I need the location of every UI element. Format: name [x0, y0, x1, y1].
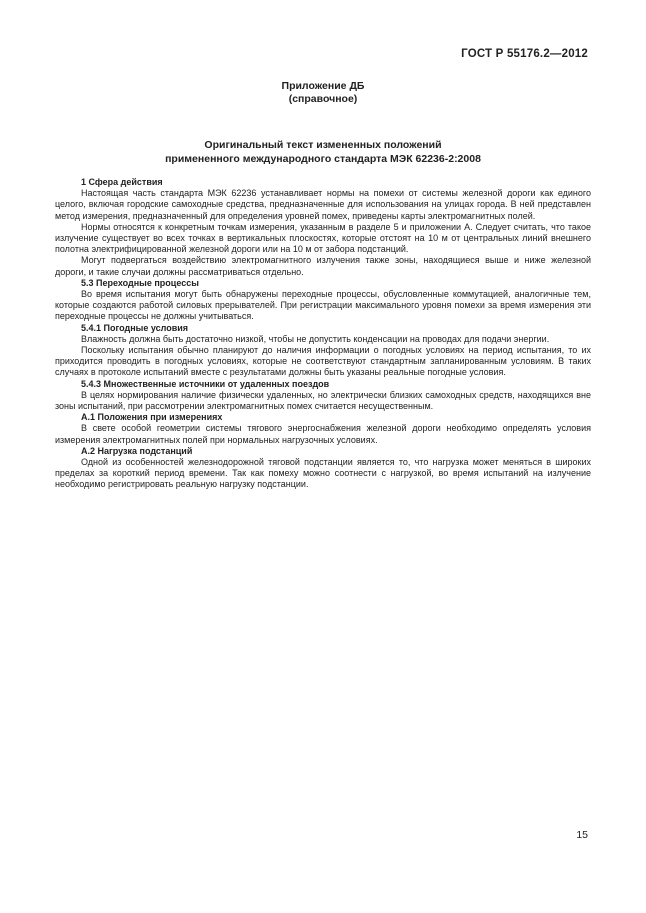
- section-heading-weather: 5.4.1 Погодные условия: [81, 322, 189, 333]
- paragraph: Могут подвергаться воздействию электромагнитного излучения также зоны, находящиеся выше и ниже железной дороги, и такие случаи должны рассматриваться отдельно.: [55, 255, 591, 277]
- paragraph: Во время испытания могут быть обнаружены переходные процессы, обусловленные коммутацией, аналогичные тем, которые создаются работой силовых прерывателей. При регистрации максимального уровня помехи за время измерения эти переходные процессы не должны учитываться.: [55, 289, 591, 322]
- paragraph: Нормы относятся к конкретным точкам измерения, указанным в разделе 5 и приложении А. Следует считать, что такое излучение существует во всех точках в вертикальных плоскостях, которые отстоят на 10 м от центральных линий внешнего полотна электрифицированной железной дороги или на 10 м от забора подстанций.: [55, 221, 591, 255]
- section-heading-multiple-sources: 5.4.3 Множественные источники от удаленных поездов: [81, 378, 330, 389]
- document-title-line-1: Оригинальный текст измененных положений: [204, 139, 442, 151]
- paragraph: Настоящая часть стандарта МЭК 62236 устанавливает нормы на помехи от системы железной дороги как единого целого, включая городские самоходные средства, предназначенные для использования на улицах города. В ней представлен метод измерения, предназначенный для определения уровней помех, приведены карты электромагнитных полей.: [55, 188, 591, 221]
- appendix-title: Приложение ДБ: [281, 80, 365, 92]
- document-body: [55, 177, 591, 491]
- standard-number: ГОСТ Р 55176.2—2012: [461, 48, 588, 60]
- document-title-line-2: примененного международного стандарта МЭК 62236-2:2008: [165, 152, 481, 165]
- appendix-block: [0, 80, 646, 106]
- paragraph: Влажность должна быть достаточно низкой, чтобы не допустить конденсации на проводах для подачи энергии.: [81, 333, 550, 344]
- paragraph: Поскольку испытания обычно планируют до наличия информации о погодных условиях на период испытания, то их приходится проводить в погодных условиях, которые не соответствуют стандартным запланированным условиям. В таких случаях в протоколе испытаний вместе с результатами должны быть указаны реальные погодные условия.: [55, 345, 591, 378]
- section-heading-transients: 5.3 Переходные процессы: [81, 277, 199, 288]
- page-number: 15: [576, 829, 588, 841]
- paragraph: Одной из особенностей железнодорожной тяговой подстанции является то, что нагрузка может меняться в широких пределах за короткий период времени. Так как помеху можно соотнести с нагрузкой, во время испытаний на излучение необходимо регистрировать реальную нагрузку подстанции.: [55, 457, 591, 490]
- paragraph: В целях нормирования наличие физически удаленных, но электрически близких самоходных средств, находящихся вне зоны испытаний, при рассмотрении электромагнитных помех считается несущественным.: [55, 389, 591, 412]
- section-heading-scope: 1 Сфера действия: [81, 177, 163, 187]
- document-title: [0, 139, 646, 166]
- appendix-subtitle: (справочное): [288, 93, 358, 105]
- paragraph: В свете особой геометрии системы тягового энергоснабжения железной дороги необходимо определять условия измерения электромагнитных полей при нормальных нагрузочных условиях.: [55, 423, 591, 445]
- section-heading-measurement-positions: А.1 Положения при измерениях: [81, 412, 223, 423]
- section-heading-substation-load: А.2 Нагрузка подстанций: [81, 445, 193, 456]
